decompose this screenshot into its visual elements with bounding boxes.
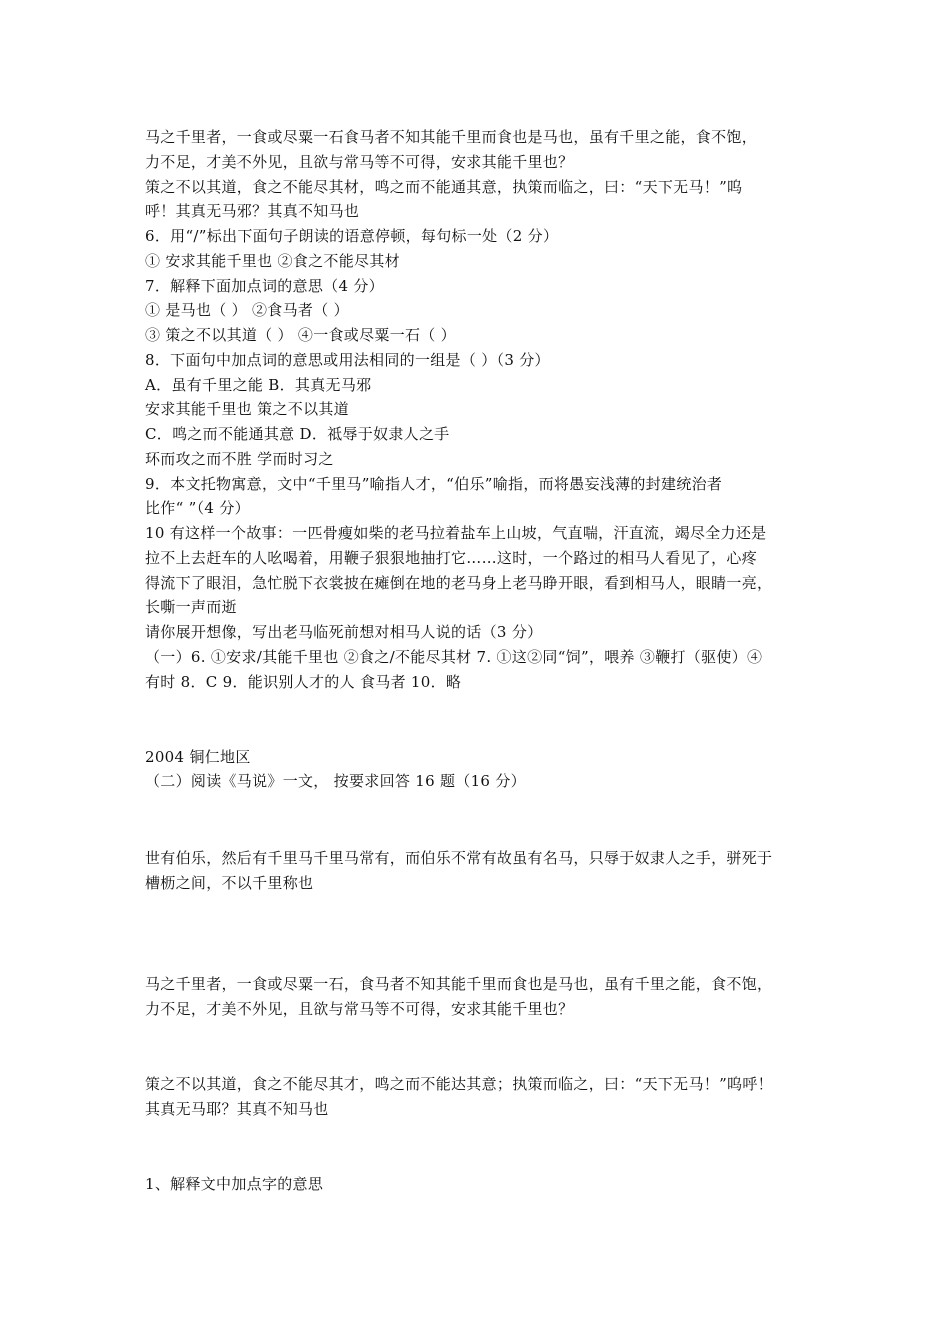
passage-line: 其真无马耶？其真不知马也 (145, 1100, 329, 1118)
question-1: 1、解释文中加点字的意思 (145, 1175, 324, 1193)
section-heading: 2004 铜仁地区 (145, 748, 251, 766)
text-line: 拉不上去赶车的人吆喝着，用鞭子狠狠地抽打它……这时，一个路过的相马人看见了，心疼 (145, 549, 758, 567)
text-line: 请你展开想像，写出老马临死前想对相马人说的话（3 分） (145, 623, 543, 641)
text-line: C．鸣之而不能通其意 D．祗辱于奴隶人之手 (145, 425, 450, 443)
passage-line: 世有伯乐，然后有千里马千里马常有，而伯乐不常有故虽有名马，只辱于奴隶人之手，骈死于 (145, 849, 773, 867)
passage-line: 力不足，才美不外见，且欲与常马等不可得，安求其能千里也？ (145, 1000, 574, 1018)
text-line: ① 安求其能千里也 ②食之不能尽其材 (145, 252, 400, 270)
text-line: 安求其能千里也 策之不以其道 (145, 400, 349, 418)
text-line: 环而攻之而不胜 学而时习之 (145, 450, 334, 468)
passage-line: 马之千里者，一食或尽粟一石，食马者不知其能千里而食也是马也，虽有千里之能，食不饱， (145, 975, 773, 993)
question-8: 8．下面句中加点词的意思或用法相同的一组是（ ）（3 分） (145, 351, 550, 369)
text-line: 策之不以其道，食之不能尽其材，鸣之而不能通其意，执策而临之，曰：“天下无马！”呜 (145, 178, 743, 196)
question-10: 10 有这样一个故事：一匹骨瘦如柴的老马拉着盐车上山坡，气直喘，汗直流，竭尽全力还是 (145, 524, 767, 542)
answer-key: （一）6. ①安求/其能千里也 ②食之/不能尽其材 7. ①这②同“饲”，喂养 ③鞭打（驱使）④ (145, 648, 763, 666)
answer-key: 有时 8．C 9．能识别人才的人 食马者 10．略 (145, 673, 462, 691)
text-line: ③ 策之不以其道（ ） ④一食或尽粟一石（ ） (145, 326, 456, 344)
question-7: 7．解释下面加点词的意思（4 分） (145, 277, 384, 295)
question-6: 6．用“/”标出下面句子朗读的语意停顿，每句标一处（2 分） (145, 227, 559, 245)
text-line: A．虽有千里之能 B．其真无马邪 (145, 376, 372, 394)
question-9: 9．本文托物寓意，文中“千里马”喻指人才，“伯乐”喻指，而将愚妄浅薄的封建统治者 (145, 475, 723, 493)
text-line: ① 是马也（ ） ②食马者（ ） (145, 301, 349, 319)
text-line: 呼！其真无马邪？其真不知马也 (145, 202, 360, 220)
section-instruction: （二）阅读《马说》一文， 按要求回答 16 题（16 分） (145, 772, 526, 790)
text-line: 比作“ ”（4 分） (145, 499, 250, 517)
passage-line: 槽枥之间，不以千里称也 (145, 874, 314, 892)
text-line: 得流下了眼泪，急忙脱下衣裳披在瘫倒在地的老马身上老马睁开眼，看到相马人，眼睛一亮， (145, 574, 773, 592)
text-line: 长嘶一声而逝 (145, 598, 237, 616)
text-line: 力不足，才美不外见，且欲与常马等不可得，安求其能千里也？ (145, 153, 574, 171)
text-line: 马之千里者，一食或尽粟一石食马者不知其能千里而食也是马也，虽有千里之能，食不饱， (145, 128, 758, 146)
passage-line: 策之不以其道，食之不能尽其才，鸣之而不能达其意；执策而临之，曰：“天下无马！”呜呼！ (145, 1075, 773, 1093)
